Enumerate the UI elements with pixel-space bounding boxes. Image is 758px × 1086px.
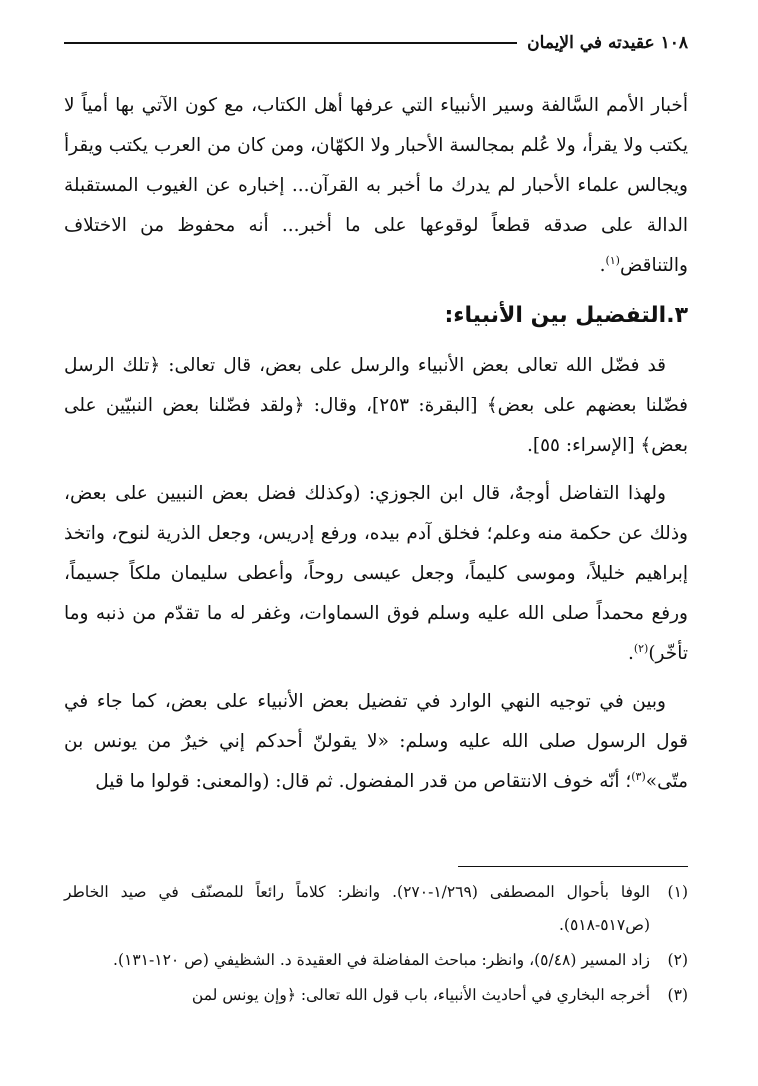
footnotes <box>64 876 688 1014</box>
header-rule <box>64 42 517 44</box>
paragraph-4-text: وبين في توجيه النهي الوارد في تفضيل بعض الأنبياء على بعض، كما جاء في قول الرسول صلى الله عليه وسلم: «لا يقولنّ أحدكم إني خيرٌ من يونس بن متّى» <box>64 691 688 792</box>
running-title: عقيدته في الإيمان <box>527 33 655 53</box>
footnote-ref-1: (١) <box>605 253 620 267</box>
paragraph-1 <box>64 86 688 286</box>
running-header <box>64 28 688 58</box>
main-text <box>64 86 688 810</box>
footnote-number: (١) <box>667 883 688 901</box>
footnote-number: (٢) <box>667 951 688 969</box>
paragraph-3-end: . <box>627 643 634 664</box>
footnote <box>64 979 688 1012</box>
paragraph-1-text: أخبار الأمم السَّالفة وسير الأنبياء التي عرفها أهل الكتاب، مع كون الآتي بها أمياً لا يكتب ولا يقرأ، ولا عُلم بمجالسة الأحبار ولا الكهّان، ومن كان من العرب يكتب ويقرأ ويجالس علماء الأحبار لم يدرك ما أخبر به القرآن... إخباره عن الغيوب المستقبلة الدالة على صدقه قطعاً لوقوعها على ما أخبر... أنه محفوظ من الاختلاف والتناقض <box>64 95 688 276</box>
footnote-number: (٣) <box>667 986 688 1004</box>
section-heading: ٣.التفضيل بين الأنبياء: <box>444 303 688 328</box>
footnote-text: أخرجه البخاري في أحاديث الأنبياء، باب قول الله تعالى: ﴿وإن يونس لمن <box>191 986 650 1004</box>
paragraph-4 <box>64 682 688 802</box>
footnote-text: زاد المسير (٥/٤٨)، وانظر: مباحث المفاضلة في العقيدة د. الشظيفي (ص ١٢٠-١٣١). <box>113 951 650 969</box>
footnote-ref-2: (٢) <box>633 641 649 655</box>
paragraph-1-end: . <box>599 255 606 276</box>
paragraph-3-text: ولهذا التفاضل أوجهٌ، قال ابن الجوزي: (وكذلك فضل بعض النبيين على بعض، وذلك عن حكمة منه وعلم؛ فخلق آدم بيده، ورفع إدريس، وجعل الذرية لنوح، واتخذ إبراهيم خليلاً، وموسى كليماً، وجعل عيسى روحاً، وأعطى سليمان ملكاً جسيماً، ورفع محمداً صلى الله عليه وسلم فوق السماوات، وغفر له ما تقدّم من ذنبه وما تأخّر) <box>64 483 688 664</box>
paragraph-3 <box>64 474 688 674</box>
paragraph-2: قد فضّل الله تعالى بعض الأنبياء والرسل على بعض، قال تعالى: ﴿تلك الرسل فضّلنا بعضهم على بعض﴾ [البقرة: ٢٥٣]، وقال: ﴿ولقد فضّلنا بعض النبيّين على بعض﴾ [الإسراء: ٥٥]. <box>64 355 688 456</box>
footnote-text: الوفا بأحوال المصطفى (١/٢٦٩-٢٧٠). وانظر: كلاماً رائعاً للمصنّف في صيد الخاطر (ص٥١٧-٥١٨). <box>64 883 650 934</box>
page-number: ١٠٨ <box>660 33 688 53</box>
footnote-rule <box>458 866 688 867</box>
paragraph-4-end: ؛ أنّه خوف الانتقاص من قدر المفضول. ثم قال: (والمعنى: قولوا ما قيل <box>95 771 632 792</box>
footnote-ref-3: (٣) <box>631 769 646 783</box>
footnote <box>64 944 688 977</box>
footnote <box>64 876 688 942</box>
